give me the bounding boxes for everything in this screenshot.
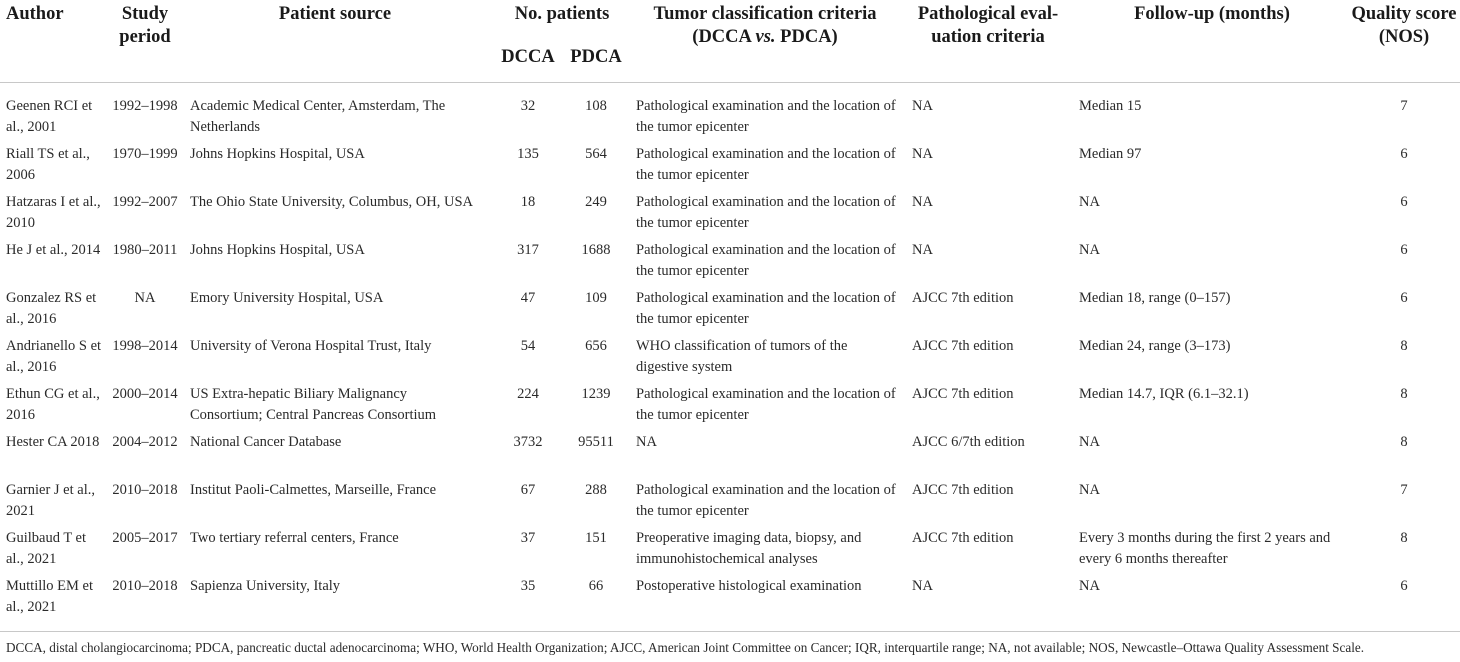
tumor-classification-cell: Pathological examination and the location of the tumor epicenter (636, 482, 896, 519)
header-tumor-line2-post: PDCA) (775, 27, 838, 47)
patient-source-cell: Academic Medical Center, Amsterdam, The Netherlands (190, 98, 446, 135)
tumor-classification-cell: Pathological examination and the location of the tumor epicenter (636, 146, 896, 183)
pathological-evaluation-cell: AJCC 7th edition (912, 386, 1014, 402)
tumor-classification-cell: Pathological examination and the location of the tumor epicenter (636, 386, 896, 423)
pdca-count-cell: 109 (585, 290, 607, 306)
study-period-cell: 2010–2018 (112, 482, 178, 498)
pathological-evaluation-cell: AJCC 6/7th edition (912, 434, 1025, 450)
pathological-evaluation-cell: NA (912, 146, 933, 162)
patient-source-cell: Institut Paoli-Calmettes, Marseille, France (190, 482, 437, 498)
follow-up-cell: NA (1079, 434, 1100, 450)
follow-up-cell: Median 15 (1079, 98, 1142, 114)
quality-score-cell: 8 (1400, 386, 1408, 402)
header-author: Author (6, 4, 64, 24)
tumor-classification-cell: Pathological examination and the location of the tumor epicenter (636, 242, 896, 279)
author-cell: Hatzaras I et al., 2010 (6, 194, 101, 231)
header-patient-source: Patient source (278, 4, 392, 24)
follow-up-cell: Median 24, range (3–173) (1079, 338, 1231, 354)
pathological-evaluation-cell: NA (912, 578, 933, 594)
quality-score-cell: 6 (1400, 146, 1408, 162)
study-period-cell: 1992–1998 (112, 98, 178, 114)
quality-score-cell: 7 (1400, 98, 1408, 114)
follow-up-cell: NA (1079, 482, 1100, 498)
pathological-evaluation-cell: NA (912, 194, 933, 210)
quality-score-cell: 6 (1400, 578, 1408, 594)
pdca-count-cell: 108 (585, 98, 607, 114)
author-cell: Geenen RCI et al., 2001 (6, 98, 93, 135)
patient-source-cell: Johns Hopkins Hospital, USA (190, 242, 365, 258)
quality-score-cell: 8 (1400, 434, 1408, 450)
author-cell: Hester CA 2018 (6, 434, 100, 450)
study-period-cell: 2004–2012 (112, 434, 178, 450)
author-cell: He J et al., 2014 (6, 242, 101, 258)
pdca-count-cell: 288 (585, 482, 607, 498)
dcca-count-cell: 3732 (513, 434, 543, 450)
author-cell: Andrianello S et al., 2016 (6, 338, 102, 375)
header-rule (0, 82, 1460, 83)
dcca-count-cell: 317 (517, 242, 539, 258)
dcca-count-cell: 67 (520, 482, 536, 498)
pdca-count-cell: 95511 (578, 434, 614, 450)
patient-source-cell: The Ohio State University, Columbus, OH, USA (190, 194, 474, 210)
dcca-count-cell: 135 (517, 146, 539, 162)
pathological-evaluation-cell: NA (912, 242, 933, 258)
table-footnote: DCCA, distal cholangiocarcinoma; PDCA, pancreatic ductal adenocarcinoma; WHO, World Health Organization; AJCC, American Joint Committee on Cancer; IQR, interquartile range; NA, not available; NOS, Newcastle–Ottawa Quality Assessment Scale. (6, 640, 1365, 655)
quality-score-cell: 6 (1400, 242, 1408, 258)
header-pathological-evaluation: Pathological eval-uation criteria (917, 4, 1059, 47)
patient-source-cell: Sapienza University, Italy (190, 578, 341, 594)
patient-source-cell: University of Verona Hospital Trust, Italy (190, 338, 432, 354)
pdca-count-cell: 656 (585, 338, 607, 354)
header-quality-score: Quality score (NOS) (1351, 4, 1457, 47)
patient-source-cell: Johns Hopkins Hospital, USA (190, 146, 365, 162)
quality-score-cell: 6 (1400, 194, 1408, 210)
study-period-cell: 2005–2017 (112, 530, 178, 546)
pathological-evaluation-cell: AJCC 7th edition (912, 290, 1014, 306)
study-period-cell: 1970–1999 (112, 146, 178, 162)
header-study-period: Study period (119, 4, 171, 47)
follow-up-cell: NA (1079, 578, 1100, 594)
follow-up-cell: NA (1079, 242, 1100, 258)
footer-rule (0, 631, 1460, 632)
patient-source-cell: US Extra-hepatic Biliary Malignancy Consortium; Central Pancreas Consortium (190, 386, 437, 423)
pdca-count-cell: 151 (585, 530, 607, 546)
header-pdca: PDCA (570, 47, 622, 67)
follow-up-cell: Median 97 (1079, 146, 1142, 162)
dcca-count-cell: 224 (517, 386, 539, 402)
study-period-cell: 1998–2014 (112, 338, 178, 354)
header-follow-up: Follow-up (months) (1134, 4, 1290, 24)
follow-up-cell: Median 14.7, IQR (6.1–32.1) (1079, 386, 1249, 402)
dcca-count-cell: 37 (520, 530, 536, 546)
tumor-classification-cell: Pathological examination and the location of the tumor epicenter (636, 98, 896, 135)
tumor-classification-cell: Pathological examination and the location of the tumor epicenter (636, 194, 896, 231)
pathological-evaluation-cell: AJCC 7th edition (912, 530, 1014, 546)
follow-up-cell: Every 3 months during the first 2 years and every 6 months thereafter (1079, 530, 1331, 567)
author-cell: Riall TS et al., 2006 (6, 146, 90, 183)
pathological-evaluation-cell: NA (912, 98, 933, 114)
patient-source-cell: Two tertiary referral centers, France (190, 530, 399, 546)
tumor-classification-cell: Postoperative histological examination (636, 578, 862, 594)
author-cell: Guilbaud T et al., 2021 (6, 530, 87, 567)
dcca-count-cell: 54 (520, 338, 536, 354)
study-period-cell: 2000–2014 (112, 386, 178, 402)
tumor-classification-cell: Pathological examination and the location of the tumor epicenter (636, 290, 896, 327)
study-period-cell: 2010–2018 (112, 578, 178, 594)
tumor-classification-cell: NA (636, 434, 657, 450)
quality-score-cell: 8 (1400, 530, 1408, 546)
quality-score-cell: 6 (1400, 290, 1408, 306)
pdca-count-cell: 564 (585, 146, 607, 162)
patient-source-cell: Emory University Hospital, USA (190, 290, 384, 306)
tumor-classification-cell: WHO classification of tumors of the digestive system (636, 338, 848, 375)
pdca-count-cell: 249 (585, 194, 607, 210)
pathological-evaluation-cell: AJCC 7th edition (912, 482, 1014, 498)
pdca-count-cell: 1239 (581, 386, 611, 402)
dcca-count-cell: 47 (520, 290, 536, 306)
header-tumor-line2-pre: (DCCA (692, 27, 756, 47)
pdca-count-cell: 1688 (581, 242, 611, 258)
study-period-cell: 1992–2007 (112, 194, 178, 210)
header-dcca: DCCA (501, 47, 555, 67)
dcca-count-cell: 35 (520, 578, 536, 594)
pdca-count-cell: 66 (588, 578, 604, 594)
header-tumor-vs: vs. (755, 27, 776, 47)
tumor-classification-cell: Preoperative imaging data, biopsy, and immunohistochemical analyses (636, 530, 862, 567)
author-cell: Garnier J et al., 2021 (6, 482, 95, 519)
patient-source-cell: National Cancer Database (190, 434, 342, 450)
header-tumor-classification (636, 3, 894, 49)
follow-up-cell: NA (1079, 194, 1100, 210)
dcca-count-cell: 18 (520, 194, 536, 210)
header-no-patients: No. patients (514, 4, 610, 24)
quality-score-cell: 7 (1400, 482, 1408, 498)
author-cell: Gonzalez RS et al., 2016 (6, 290, 97, 327)
quality-score-cell: 8 (1400, 338, 1408, 354)
author-cell: Muttillo EM et al., 2021 (6, 578, 93, 615)
study-period-cell: NA (134, 290, 156, 306)
dcca-count-cell: 32 (520, 98, 536, 114)
author-cell: Ethun CG et al., 2016 (6, 386, 100, 423)
follow-up-cell: Median 18, range (0–157) (1079, 290, 1231, 306)
study-period-cell: 1980–2011 (112, 242, 178, 258)
header-tumor-line1: Tumor classification criteria (653, 4, 877, 24)
pathological-evaluation-cell: AJCC 7th edition (912, 338, 1014, 354)
